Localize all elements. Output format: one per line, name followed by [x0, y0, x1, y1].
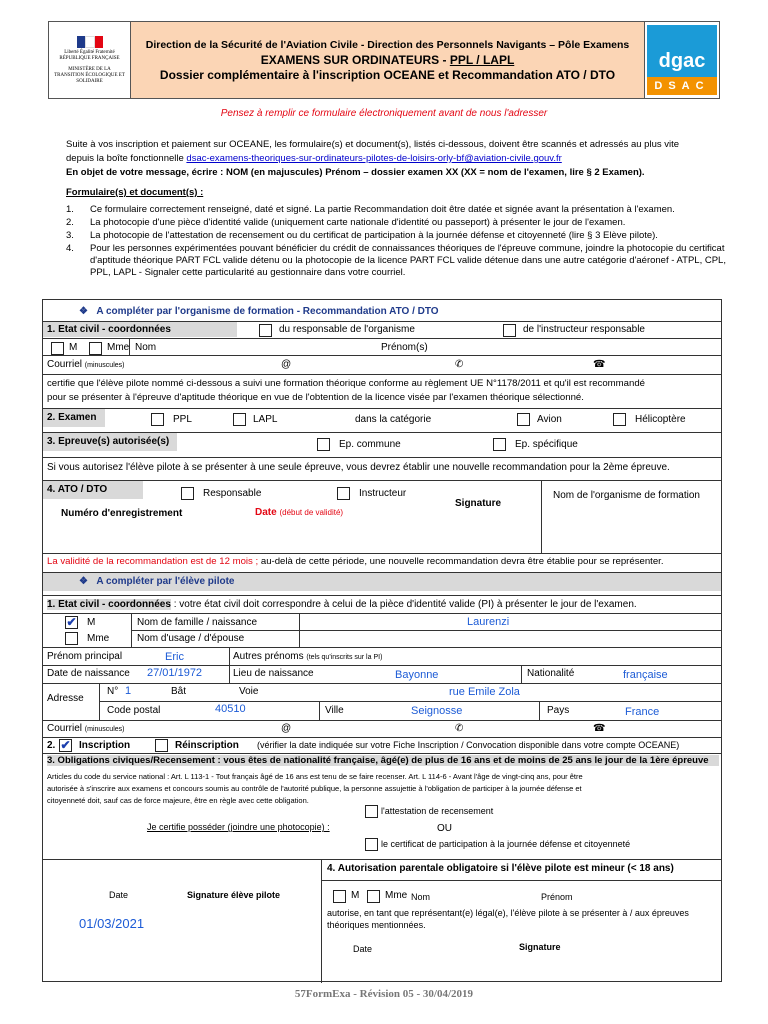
- ministry-logo: [49, 22, 131, 98]
- ato-dto-label: 4. ATO / DTO: [43, 481, 143, 499]
- phone-icon: ✆: [455, 723, 464, 734]
- eleve-m-checkbox[interactable]: ✔: [66, 615, 77, 629]
- marianne-flag-icon: [77, 36, 103, 48]
- helico-checkbox[interactable]: [613, 413, 626, 426]
- ato-prenom-label: Prénom(s): [381, 342, 428, 353]
- eleve-etat-civil: 1. Etat civil - coordonnées : votre état civil doit correspondre à celui de la pièce d'identité valide (PI) à présenter le jour de l'examen.: [47, 599, 637, 610]
- form-reference: 57FormExa - Révision 05 - 30/04/2019: [294, 988, 474, 1000]
- ato-nom-label: Nom: [135, 342, 157, 353]
- nom-famille-value: Laurenzi: [467, 616, 510, 628]
- parent-mme-checkbox[interactable]: [367, 890, 380, 903]
- num-value: 1: [125, 685, 132, 697]
- obligations-title: 3. Obligations civiques/Recensement : vous êtes de nationalité française, âgé(e) de plus de 16 ans et de moins de 25 ans le jour de la 1ère épreuve: [47, 755, 719, 766]
- prenom-value: Eric: [165, 651, 184, 663]
- attestation-checkbox[interactable]: [365, 805, 378, 818]
- header-title-block: [131, 22, 645, 98]
- voie-value: rue Emile Zola: [449, 686, 520, 698]
- date-naissance-value: 27/01/1972: [147, 667, 203, 679]
- epreuves-label: 3. Epreuve(s) autorisée(s): [43, 433, 177, 451]
- main-form: ❖ A compléter par l'organisme de formation - Recommandation ATO / DTO 1. Etat civil - coordonnées du responsable de l'organisme de l'instructeur responsable M Mme Nom Prénom(s) Courriel (minuscules) @ ✆ ☎ certifie que l'élève pilote nommé ci-dessous a suivi une formation théorique conforme au règlement UE N°1178/2011 et qu'il est recommandé pour se présenter à l'épreuve d'aptitude théorique en vue de l'obtention de la licence visée par l'examen théorique sélectionné. 2. Examen PPL LAPL dans la catégorie Avion Hélicoptère 3. Epreuve(s) autorisée(s) Ep. commune Ep. spécifique Si vous autorisez l'élève pilote à se présenter à une seule épreuve, vous devrez établir une nouvelle recommandation pour la 2ème épreuve. 4. ATO / DTO Responsable Instructeur Signature Nom de l'organisme de formation Numéro d'enregistrement Date (début de validité) La validité de la recommandation est de 12 mois ; au-delà de cette période, une nouvelle recommandation devra être établie pour se représenter. ❖ A compléter par l'élève pilote 1. Etat civil - coordonnées : votre état civil doit correspondre à celui de la pièce d'identité valide (PI) à présenter le jour de l'examen. ✔ M Mme Nom de famille / naissance Laurenzi Nom d'usage / d'épouse Prénom principal Eric Autres prénoms (tels qu'inscrits sur la PI) Date de naissance 27/01/1972 Lieu de naissance Bayonne Nationalité française Adresse N° 1 Bât Voie rue Emile Zola Code postal 40510 Ville Seignosse Pays France Courriel (minuscules) @ ✆ ☎ 2. ✔ Inscription Réinscription (vérifier la date indiquée sur votre Fiche Inscription / Convocation disponible dans votre compte OCEANE) 3. Obligations civiques/Recensement : vous êtes de nationalité française, âgé(e) de plus de 16 ans et de moins de 25 ans le jour de la 1ère épreuve Articles du code du service national : Art. L 113-1 - Tout français âgé de 16 ans est tenu de se faire recenser. Art. L 114-6 - Avant l'âge de vingt-cinq ans, pour être autorisée à s'inscrire aux examens et concours soumis au contrôle de l'autorité publique, la personne assujettie à l'obligation de participer à la journée défense et citoyenneté doit, sauf cas de force majeure, être en règle avec cette obligation. l'attestation de recensement Je certifie posséder (joindre une photocopie) : OU le certificat de participation à la journée défense et citoyenneté 4. Autorisation parentale obligatoire si l'élève pilote est mineur (< 18 ans) Date Signature élève pilote 01/03/2021 M Mme Nom Prénom autorise, en tant que représentant(e) légal(e), l'élève pilote à se présenter à / aux épreuves théoriques mentionnées. Date Signature: [42, 299, 722, 982]
- republic-text: Liberté Égalité Fraternité RÉPUBLIQUE FRANÇAISE: [59, 49, 120, 61]
- autorisation-parentale-title: 4. Autorisation parentale obligatoire si l'élève pilote est mineur (< 18 ans): [327, 863, 674, 874]
- date-value: 01/03/2021: [79, 916, 145, 931]
- fax-icon: ☎: [593, 723, 606, 734]
- ato-etat-civil: 1. Etat civil - coordonnées: [43, 322, 237, 337]
- ato-courriel-label: Courriel (minuscules): [47, 359, 125, 370]
- commune-checkbox[interactable]: [317, 438, 330, 451]
- avion-checkbox[interactable]: [517, 413, 530, 426]
- eleve-section-title: ❖ A compléter par l'élève pilote: [43, 573, 721, 591]
- dsac-label: DSAC: [647, 77, 717, 95]
- fax-icon: ☎: [593, 359, 606, 370]
- ato-signature-label: Signature: [455, 498, 502, 509]
- nationalite-value: française: [623, 669, 668, 681]
- fill-notice: Pensez à remplir ce formulaire électroniquement avant de nous l'adresser: [220, 108, 548, 119]
- dgac-logo: [645, 22, 719, 98]
- reinscription-checkbox[interactable]: [155, 739, 168, 752]
- validite-note: La validité de la recommandation est de 12 mois ; au-delà de cette période, une nouvelle recommandation devra être établie pour se représenter.: [47, 556, 664, 567]
- subject-instruction: En objet de votre message, écrire : NOM (en majuscules) Prénom – dossier examen XX (XX = nom de l'examen, lire § 2 Examen).: [66, 167, 645, 178]
- header-line2: EXAMENS SUR ORDINATEURS - PPL / LAPL: [260, 52, 515, 67]
- specifique-checkbox[interactable]: [493, 438, 506, 451]
- eleve-mme-checkbox[interactable]: [65, 632, 78, 645]
- inscription-checkbox[interactable]: ✔: [60, 738, 71, 752]
- instr-resp-checkbox[interactable]: [503, 324, 516, 337]
- cp-value: 40510: [215, 703, 246, 715]
- lapl-checkbox[interactable]: [233, 413, 246, 426]
- pays-value: France: [625, 706, 660, 718]
- ppl-checkbox[interactable]: [151, 413, 164, 426]
- ato-m-checkbox[interactable]: [51, 342, 64, 355]
- intro-text: Suite à vos inscription et paiement sur OCEANE, les formulaire(s) et document(s), listés ci-dessous, doivent être scannés et adressés au plus vite depuis la boîte fonctionnelle dsac-examens-theoriques-sur-ordinateurs-pilotes-de-loisirs-orly-bf@aviation-civile.gouv.fr En objet de votre message, écrire : NOM (en majuscules) Prénom – dossier examen XX (XX = nom de l'examen, lire § 2 Examen). Formulaire(s) et document(s) :: [66, 138, 726, 200]
- ato-mme-checkbox[interactable]: [89, 342, 102, 355]
- certificat-checkbox[interactable]: [365, 838, 378, 851]
- examen-label: 2. Examen: [43, 409, 105, 427]
- docs-list: 1. Ce formulaire correctement renseigné, daté et signé. La partie Recommandation doit être datée et signée avant la présentation à l'examen. 2. La photocopie d'une pièce d'identité valide (uniquement carte nationale d'identité ou passeport) à présenter le jour de l'examen. 3. La photocopie de l'attestation de recensement ou du certificat de participation à la journée défense et citoyenneté (lire § 3 Elève pilote). 4. Pour les personnes expérimentées pouvant bénéficier du crédit de connaissances théoriques de l'épreuve commune, joindre la photocopie du certificat d'aptitude théorique PART FCL valide détenu ou la photocopie de la licence PART FCL valide détenue dans une autre catégorie d'aéronef - ATPL, CPL, PPL, LAPL - Signaler cette particularité au gestionnaire dans votre courriel.: [66, 204, 726, 278]
- ministry-name: MINISTÈRE DE LA TRANSITION ÉCOLOGIQUE ET SOLIDAIRE: [54, 66, 125, 84]
- lieu-naissance-value: Bayonne: [395, 669, 439, 681]
- instructeur-checkbox[interactable]: [337, 487, 350, 500]
- ville-value: Seignosse: [411, 705, 463, 717]
- docs-title: Formulaire(s) et document(s) :: [66, 187, 204, 198]
- phone-icon: ✆: [455, 359, 464, 370]
- header-line3: Dossier complémentaire à l'inscription OCEANE et Recommandation ATO / DTO: [159, 67, 616, 82]
- header-banner: [48, 21, 720, 99]
- dgac-plane-icon: dgac: [647, 25, 717, 77]
- header-line1: Direction de la Sécurité de l'Aviation Civile - Direction des Personnels Navigants – Pôle Examens: [145, 38, 630, 51]
- seule-epreuve-note: Si vous autorisez l'élève pilote à se présenter à une seule épreuve, vous devrez établir une nouvelle recommandation pour la 2ème épreuve.: [47, 462, 670, 473]
- email-link[interactable]: dsac-examens-theoriques-sur-ordinateurs-pilotes-de-loisirs-orly-bf@aviation-civile.gouv.fr: [186, 153, 562, 164]
- ato-section-title: ❖ A compléter par l'organisme de formation - Recommandation ATO / DTO: [43, 303, 721, 321]
- parent-m-checkbox[interactable]: [333, 890, 346, 903]
- resp-org-checkbox[interactable]: [259, 324, 272, 337]
- responsable-checkbox[interactable]: [181, 487, 194, 500]
